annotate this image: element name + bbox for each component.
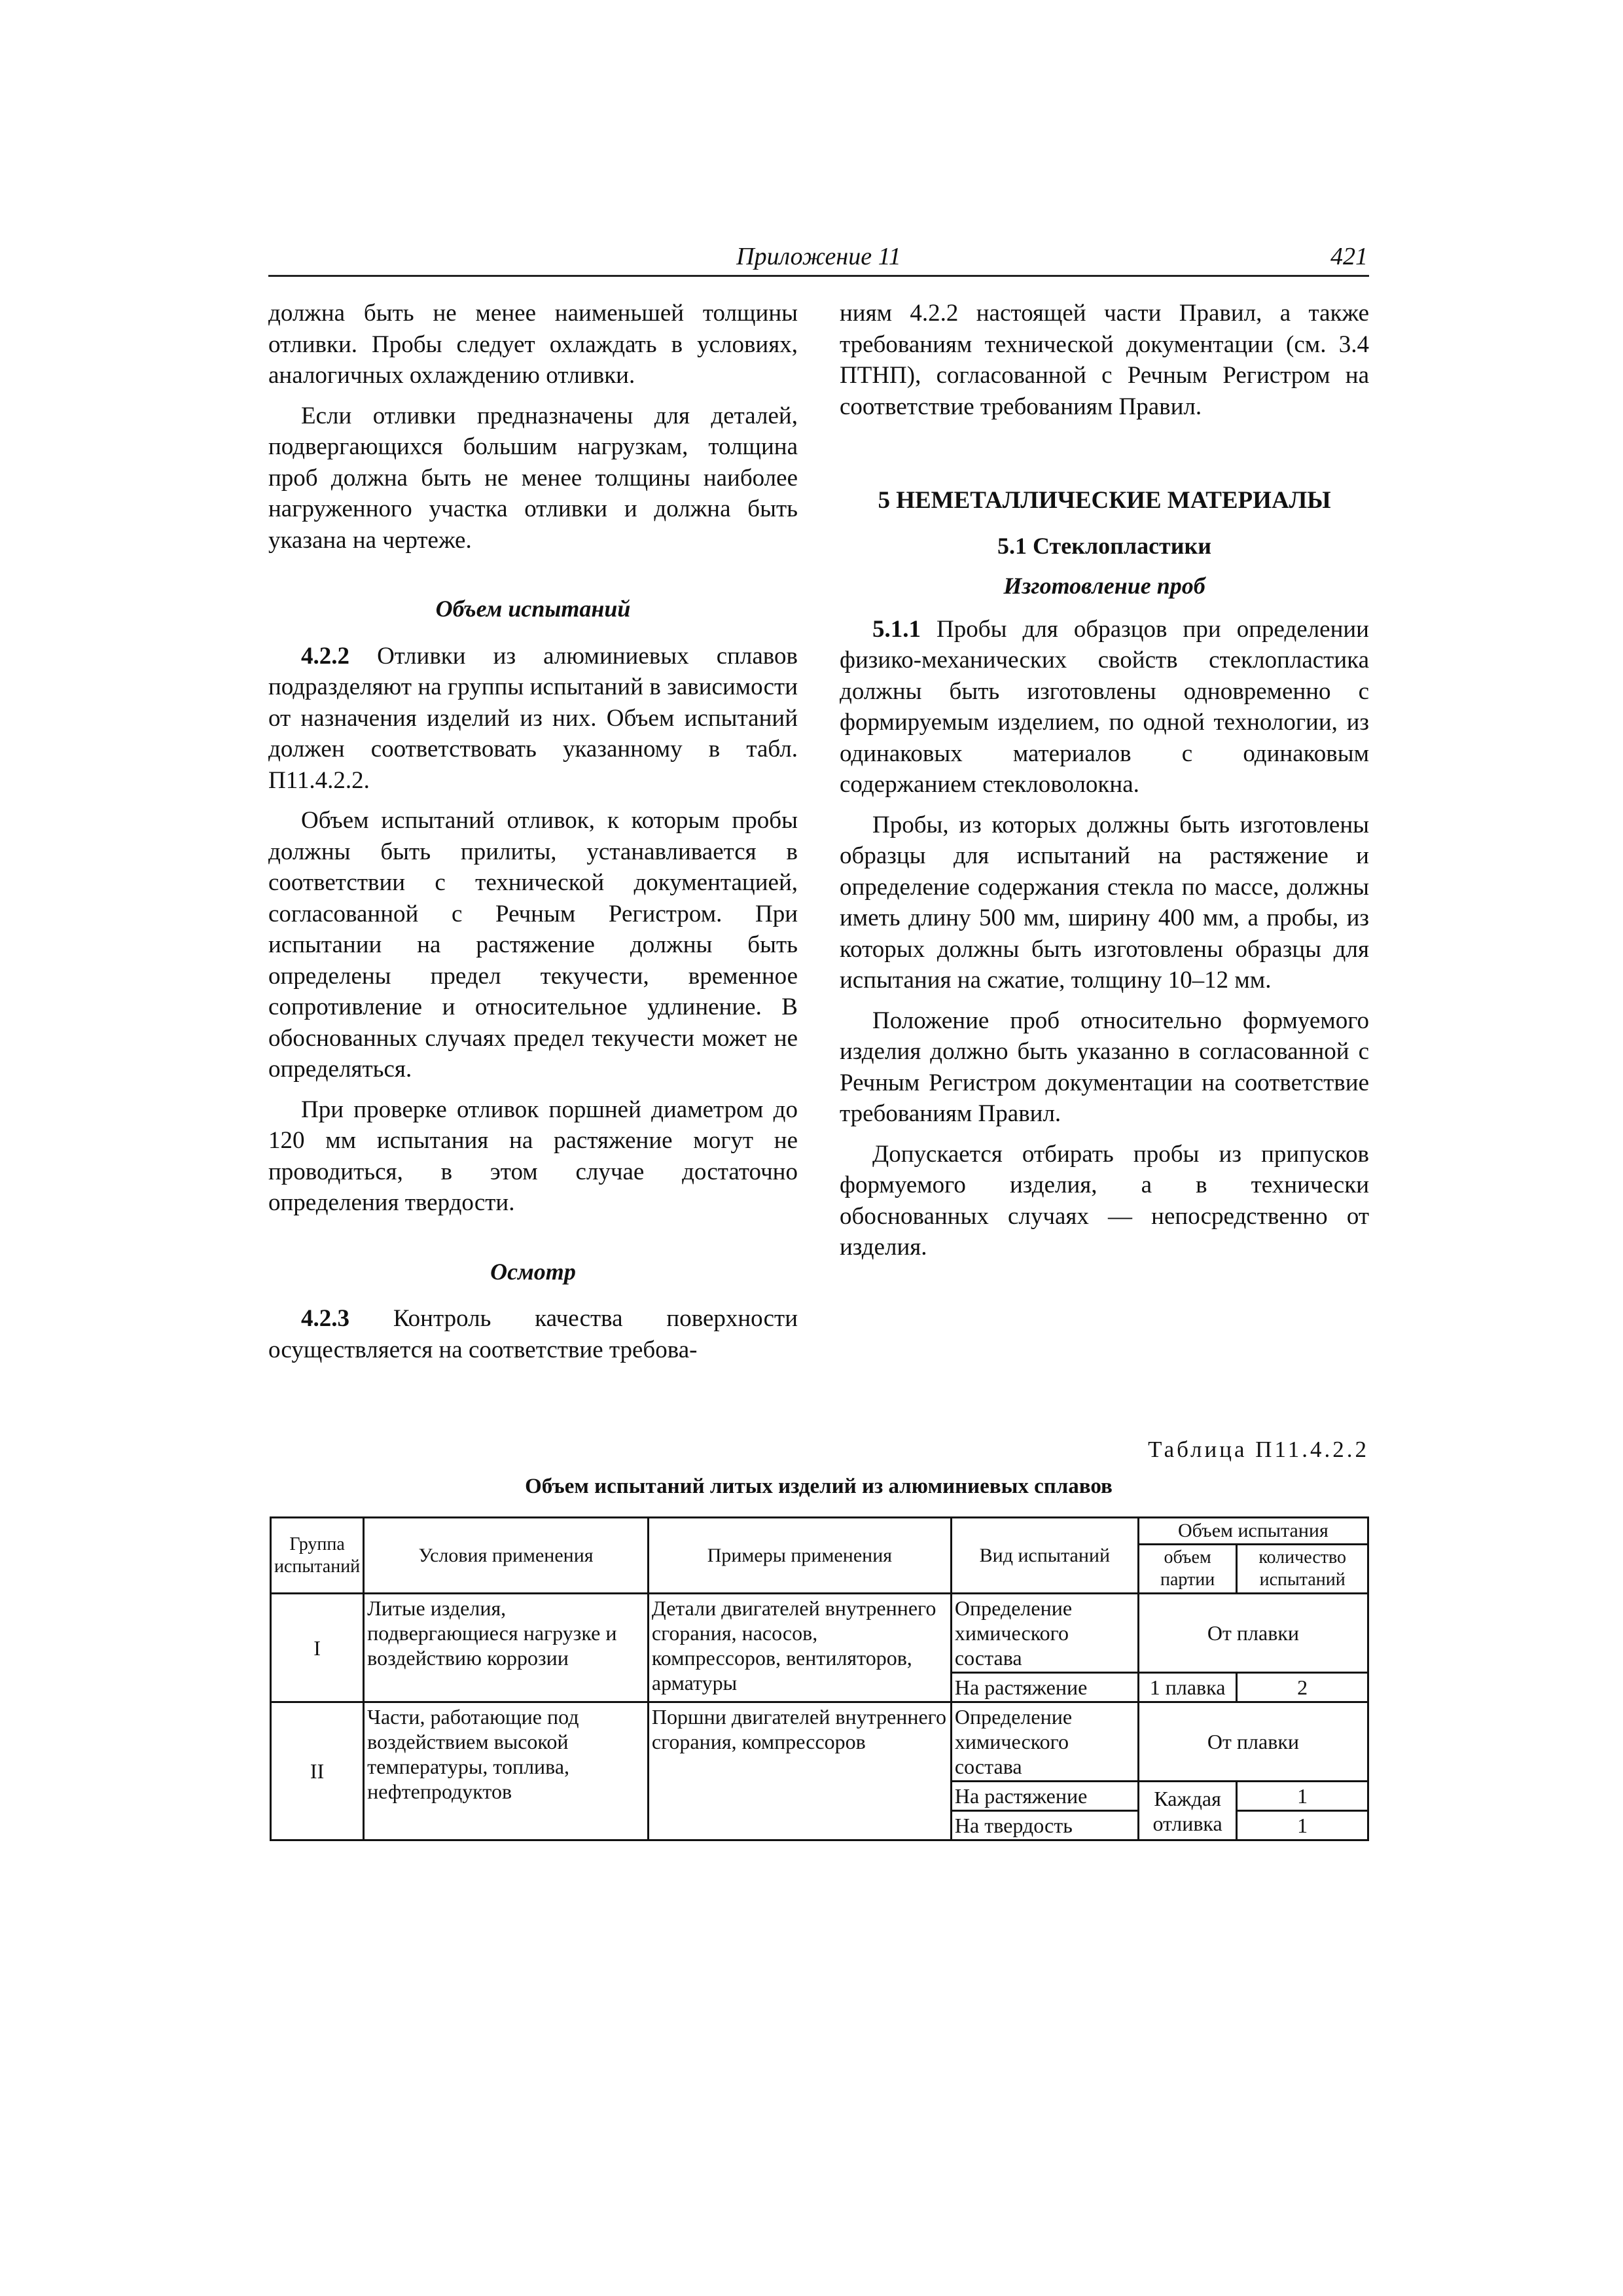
paragraph: Объем испытаний отливок, к которым пробы должны быть прилиты, устанавливается в соответствии с технической документацией, согласованной с Речным Регистром. При испытании на растяжение должны быть определены предел текучести, временное сопротивление и относительное удлинение. В обоснованных случаях предел текучести может не определяться. (268, 807, 798, 1083)
count-cell: 1 (1237, 1782, 1368, 1811)
header-count: количество испытаний (1237, 1545, 1368, 1594)
right-column (840, 298, 1369, 1272)
examples-cell: Детали двигателей внутреннего сгорания, насосов, компрессоров, вентиляторов, арматуры (648, 1594, 951, 1702)
paragraph: Если отливки предназначены для деталей, подвергающихся большим нагрузкам, толщина проб должна быть не менее толщины наиболее нагруженного участка отливки и должна быть указана на чертеже. (268, 402, 798, 554)
paragraph: Пробы, из которых должны быть изготовлены образцы для испытаний на растяжение и определение содержания стекла по массе, должны иметь длину 500 мм, ширину 400 мм, а пробы, из которых должны быть изготовлены образцы для испытания на сжатие, толщину 10–12 мм. (840, 811, 1369, 994)
test-type-cell: Определение химического состава (951, 1702, 1138, 1782)
table-row (271, 1594, 1368, 1673)
clause-number: 5.1.1 (872, 615, 921, 643)
paragraph: При проверке отливок поршней диаметром до 120 мм испытания на растяжение могут не проводиться, в этом случае достаточно определения твердости. (268, 1096, 798, 1216)
lot-cell: 1 плавка (1138, 1673, 1237, 1702)
header-lot: объем партии (1138, 1545, 1237, 1594)
group-cell: II (271, 1702, 364, 1840)
lot-cell: От плавки (1138, 1702, 1368, 1782)
test-type-cell: На твердость (951, 1811, 1138, 1840)
paragraph (268, 641, 798, 797)
clause-text: Контроль качества поверхности осуществляется на соответствие требова- (268, 1305, 798, 1363)
clause-number: 4.2.3 (301, 1305, 349, 1332)
table-title: Объем испытаний литых изделий из алюминиевых сплавов (525, 1475, 1113, 1498)
paragraph: Допускается отбирать пробы из припусков формуемого изделия, а в технически обоснованных случаях — непосредственно от изделия. (840, 1140, 1369, 1261)
subheading: Изготовление проб (1003, 573, 1205, 599)
test-type-cell: Определение химического состава (951, 1594, 1138, 1673)
group-cell: I (271, 1594, 364, 1702)
count-cell: 1 (1237, 1811, 1368, 1840)
page-header (268, 242, 1369, 277)
clause-text: Отливки из алюминиевых сплавов подразделяют на группы испытаний в зависимости от назначения изделий из них. Объем испытаний должен соответствовать указанному в табл. П11.4.2.2. (268, 642, 798, 794)
lot-cell: Каждая отливка (1138, 1782, 1237, 1840)
subheading: Осмотр (490, 1258, 576, 1285)
clause-text: Пробы для образцов при определении физико-механических свойств стеклопластика должны быть изготовлены одновременно с формируемым изделием, по одной технологии, из одинаковых материалов с одинаковым содержанием стекловолокна. (840, 615, 1369, 798)
header-conditions: Условия применения (364, 1518, 649, 1594)
subsection-heading: 5.1 Стеклопластики (997, 532, 1211, 559)
header-examples: Примеры применения (648, 1518, 951, 1594)
test-scope-table (270, 1516, 1369, 1841)
count-cell: 2 (1237, 1673, 1368, 1702)
test-type-cell: На растяжение (951, 1673, 1138, 1702)
paragraph: должна быть не менее наименьшей толщины отливки. Пробы следует охлаждать в условиях, аналогичных охлаждению отливки. (268, 300, 798, 389)
table-caption: Таблица П11.4.2.2 (1148, 1437, 1369, 1462)
section-heading: 5 НЕМЕТАЛЛИЧЕСКИЕ МАТЕРИАЛЫ (878, 487, 1331, 514)
table-row (271, 1702, 1368, 1782)
header-test-type: Вид испытаний (951, 1518, 1138, 1594)
subheading: Объем испытаний (435, 596, 631, 622)
paragraph: Положение проб относительно формуемого изделия должно быть указанно в согласованной с Речным Регистром документации на соответствие требованиям Правил. (840, 1007, 1369, 1127)
conditions-cell: Части, работающие под воздействием высокой температуры, топлива, нефтепродуктов (364, 1702, 649, 1840)
conditions-cell: Литые изделия, подвергающиеся нагрузке и воздействию коррозии (364, 1594, 649, 1702)
header-group: Группа испытаний (271, 1518, 364, 1594)
running-title: Приложение 11 (736, 243, 901, 270)
left-column (268, 298, 798, 1374)
page-number: 421 (1330, 243, 1368, 270)
lot-cell: От плавки (1138, 1594, 1368, 1673)
paragraph: ниям 4.2.2 настоящей части Правил, а также требованиям технической документации (см. 3.4 ПТНП), согласованной с Речным Регистром на соответствие требованиям Правил. (840, 300, 1369, 420)
test-type-cell: На растяжение (951, 1782, 1138, 1811)
paragraph (268, 1303, 798, 1365)
examples-cell: Поршни двигателей внутреннего сгорания, компрессоров (648, 1702, 951, 1840)
clause-number: 4.2.2 (301, 642, 349, 670)
paragraph (840, 614, 1369, 800)
header-scope: Объем испытания (1138, 1518, 1368, 1545)
